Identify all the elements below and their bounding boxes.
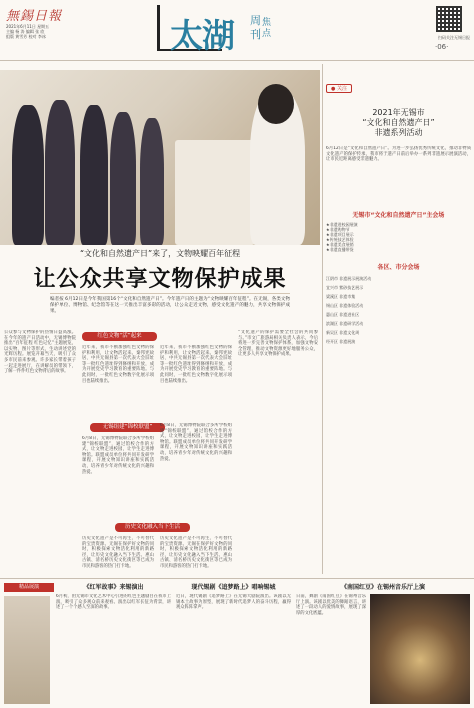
bottom-tag-label: 精品展演 (18, 584, 39, 590)
header-divider (0, 60, 474, 61)
layout-line: 组版 黄雪芳 校对 李冰 (6, 34, 46, 39)
tag-icon: ● (331, 86, 336, 92)
qr-caption: 扫码关注无锡日报 (438, 35, 470, 40)
section-head-school-alliance (90, 423, 165, 432)
article-column-8 (160, 536, 232, 574)
article-column-1 (4, 330, 76, 573)
bottom-item-title: 《红军故事》来锡演出 (83, 584, 144, 591)
focus-tag (326, 84, 352, 93)
list-item: 新吴区 非遗文化周 (326, 330, 360, 335)
column-text: 近年来，我市不断加强红色文物的保护和利用，让文物活起来。秦邦宪故居、中共无锡县第一次代表大会旧址等一批红色遗址得到修缮和开放，成为开展党史学习教育的重要阵地。与此同时，一批红色文物数字化展示项目也陆续推出。 (160, 345, 232, 384)
list-item: 锡山区 非遗体验活动 (326, 303, 364, 308)
section-head-red-relics (82, 332, 157, 341)
bottom-item-text: 6月初，由无锡市文化艺术中心引进的红色主题剧目在我市上演，吸引了众多观众前来观看。演出以红军长征为背景，讲述了一个个感人至深的故事。 (56, 594, 171, 611)
list-item: 经开区 非遗展演 (326, 339, 356, 344)
article-column-6 (160, 423, 232, 516)
bottom-thumb (4, 596, 50, 704)
list-item: 宜兴市 紫砂技艺展示 (326, 285, 364, 290)
article-column-4 (238, 330, 318, 573)
lead-photo (0, 70, 320, 245)
list-item: 江阴市 非遗展示展演活动 (326, 276, 372, 281)
section-subtitle-focus: 焦点 (262, 18, 272, 39)
list-item: ★非遗购物节 (326, 227, 350, 232)
right-panel-title (326, 108, 471, 138)
masthead-meta (6, 24, 76, 39)
guide-hair (258, 84, 294, 124)
bottom-item-text: 近日，现代锡剧《追梦路上》在无锡大剧院演出。该剧以无锡本土故事为原型，展现了新时代追梦人的奋斗历程，赢得观众阵阵掌声。 (176, 594, 291, 611)
title-line: 非遗系列活动 (374, 128, 423, 137)
section-title: 太湖 (170, 16, 234, 55)
column-text: 6月8日，无锡博物院联合多所学校组建“锦校联盟”，通过馆校合作的方式，让文物走进校园，让学生走进博物馆。联盟成员单位将共同开发研学课程，开展文物知识讲座和实践活动，培养青少年对传统文化的兴趣和热爱。 (160, 423, 232, 462)
lead-title: 让公众共享文物保护成果 (33, 266, 287, 292)
right-panel (326, 75, 471, 346)
list-item: 惠山区 非遗进社区 (326, 312, 360, 317)
main-venue-title: 无锡市“文化和自然遗产日”主会场 (352, 212, 445, 219)
sub-venue-list (326, 274, 471, 346)
lead-paragraph: 编者按 6月12日是今年我国第16个“文化和自然遗产日”。今年遗产日的主题为“文物映耀百年征程”。在无锡，各类文物保护单位、博物馆、纪念馆等在这一天推出丰富多彩的活动，让公众走近文物，感受文化遗产的魅力，共享文物保护成果。 (50, 293, 290, 316)
right-panel-intro: 6月12日是“文化和自然遗产日”。为进一步弘扬优秀传统文化，推动非物质文化遗产的保护传承，我市将于遗产日前后举办一系列非遗展示展演活动，让市民近距离感受非遗魅力。 (326, 146, 471, 163)
bottom-tag (4, 583, 54, 592)
student-figure (45, 100, 75, 245)
newspaper-logo: 無錫日報 (6, 9, 63, 24)
bottom-item-1 (56, 582, 171, 706)
section-head-text: 历史文化融入当下生活 (115, 523, 190, 532)
list-item: ★非遗直播带货 (326, 247, 354, 252)
list-item: 梁溪区 非遗市集 (326, 294, 356, 299)
page-number: ·06· (435, 43, 449, 51)
section-head-text: 无锡组建“锦校联盟” (90, 423, 165, 432)
bottom-item-text: 日前，舞剧《南国红豆》在锡州音乐厅上演。该剧以优美的舞蹈语言，讲述了一段动人的爱情故事，展现了深厚的文化底蕴。 (296, 594, 366, 616)
performance-photo (370, 594, 470, 704)
column-text: 近年来，我市不断加强红色文物的保护和利用，让文物活起来。秦邦宪故居、中共无锡县第一次代表大会旧址等一批红色遗址得到修缮和开放，成为开展党史学习教育的重要阵地。与此同时，一批红色文物数字化展示项目也陆续推出。 (82, 345, 154, 384)
student-figure (80, 105, 108, 245)
lead-subtitle: “文化和自然遗产日”来了，文物映耀百年征程 (79, 249, 241, 258)
column-text: 历史文化遗产是不可再生、不可替代的宝贵资源。无锡在保护好文物的同时，积极探索文物活化利用的新路径，让历史文化融入当下生活。惠山古镇、清名桥历史文化街区等已成为市民和游客的热门打卡地。 (160, 536, 232, 569)
article-column-5 (82, 436, 154, 516)
list-item: ★传统技艺体验 (326, 237, 354, 242)
tag-label: 关注 (336, 86, 347, 92)
display-case (175, 140, 255, 245)
bottom-item-title: 现代锡剧《追梦路上》唱响锡城 (191, 584, 276, 591)
section-subtitle-weekly: 周刊 (250, 14, 261, 41)
main-venue-list (326, 222, 471, 252)
bottom-item-2 (176, 582, 291, 706)
title-line: 2021年无锡市 (372, 108, 425, 117)
column-text: 公众参与文物保护的热情日益高涨。在今年的遗产日活动中，无锡博物院推出“百年征程 红色记忆”主题展览，以实物、图片等形式，生动讲述党的光辉历程。展览开幕当天，吸引了众多市民前来参观。许多家长带着孩子一起走进展厅，在讲解员的带领下，了解一件件红色文物背后的故事。 (4, 330, 76, 375)
list-item: ★非遗项目展示 (326, 232, 354, 237)
article-column-7 (82, 536, 154, 574)
sub-venue-title: 各区、市分会场 (377, 264, 420, 271)
student-figure (110, 112, 136, 245)
section-head-history-life (115, 523, 190, 532)
section-head-text: 红色文物“活”起来 (82, 332, 157, 341)
column-text: 6月8日，无锡博物院联合多所学校组建“锦校联盟”，通过馆校合作的方式，让文物走进校园，让学生走进博物馆。联盟成员单位将共同开发研学课程，开展文物知识讲座和实践活动，培养青少年对传统文化的兴趣和热爱。 (82, 436, 154, 475)
article-column-2 (82, 345, 154, 415)
bottom-item-title: 《南国红豆》在锡州音乐厅上演 (340, 584, 425, 591)
column-text: “文化遗产的保护需要全社会的共同参与。”市文广旅游局相关负责人表示，今后将进一步完善文物保护体系，加强文物安全管理，推动文物资源更好地服务公众，让更多人共享文物保护成果。 (238, 330, 318, 358)
column-text: 历史文化遗产是不可再生、不可替代的宝贵资源。无锡在保护好文物的同时，积极探索文物活化利用的新路径，让历史文化融入当下生活。惠山古镇、清名桥历史文化街区等已成为市民和游客的热门打卡地。 (82, 536, 154, 569)
right-panel-divider (322, 64, 323, 574)
list-item: ★非遗进校园展演 (326, 222, 358, 227)
list-item: 滨湖区 非遗研学活动 (326, 321, 364, 326)
list-item: ★非遗美食展销 (326, 242, 354, 247)
issue-date: 2021年6月11日 星期五 (6, 24, 50, 29)
student-figure (12, 105, 44, 245)
student-figure (140, 118, 164, 245)
bottom-divider (0, 578, 474, 579)
editor-line: 主编 杨 涛 编辑 张 欣 (6, 29, 45, 34)
title-line: “文化和自然遗产日” (362, 118, 435, 127)
article-column-3 (160, 345, 232, 415)
qr-code[interactable] (436, 6, 462, 32)
